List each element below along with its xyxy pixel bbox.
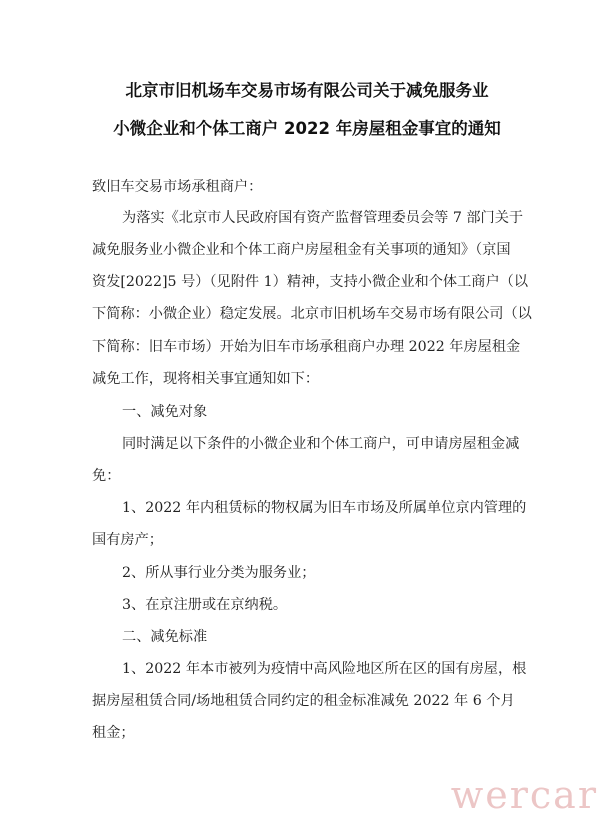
standard-1-line-1: 1、2022 年本市被列为疫情中高风险地区所在区的国有房屋，根 [122,661,527,677]
salutation: 致旧车交易市场承租商户： [92,179,263,195]
intro-line-6: 减免工作，现将相关事宜通知如下： [92,371,320,387]
intro-line-2: 减免服务业小微企业和个体工商户房屋租金有关事项的通知》（京国 [92,242,511,258]
condition-1-line-1: 1、2022 年内租赁标的物权属为旧车市场及所属单位京内管理的 [122,500,527,516]
intro-line-3: 资发[2022]5 号）（见附件 1）精神，支持小微企业和个体工商户（以 [92,274,529,290]
condition-1-line-2: 国有房产； [92,532,163,548]
section-heading-standards: 二、减免标准 [122,629,208,645]
standard-1-line-2: 据房屋租赁合同/场地租赁合同约定的租金标准减免 2022 年 6 个月 [92,693,515,709]
document-title-line-2: 小微企业和个体工商户 2022 年房屋租金事宜的通知 [113,119,501,138]
intro-line-5: 下简称：旧车市场）开始为旧车市场承租商户办理 2022 年房屋租金 [92,339,521,355]
standard-1-line-3: 租金； [92,725,135,741]
intro-line-4: 下简称：小微企业）稳定发展。北京市旧机场车交易市场有限公司（以 [92,306,532,322]
section1-intro-line-1: 同时满足以下条件的小微企业和个体工商户，可申请房屋租金减 [122,436,520,452]
condition-3: 3、在京注册或在京纳税。 [122,597,288,613]
section-heading-targets: 一、减免对象 [122,404,208,420]
watermark: wercar [450,773,598,817]
document-title-line-1: 北京市旧机场车交易市场有限公司关于减免服务业 [125,81,489,100]
intro-line-1: 为落实《北京市人民政府国有资产监督管理委员会等 7 部门关于 [122,210,524,226]
section1-intro-line-2: 免： [92,468,121,484]
condition-2: 2、所从事行业分类为服务业； [122,565,316,581]
